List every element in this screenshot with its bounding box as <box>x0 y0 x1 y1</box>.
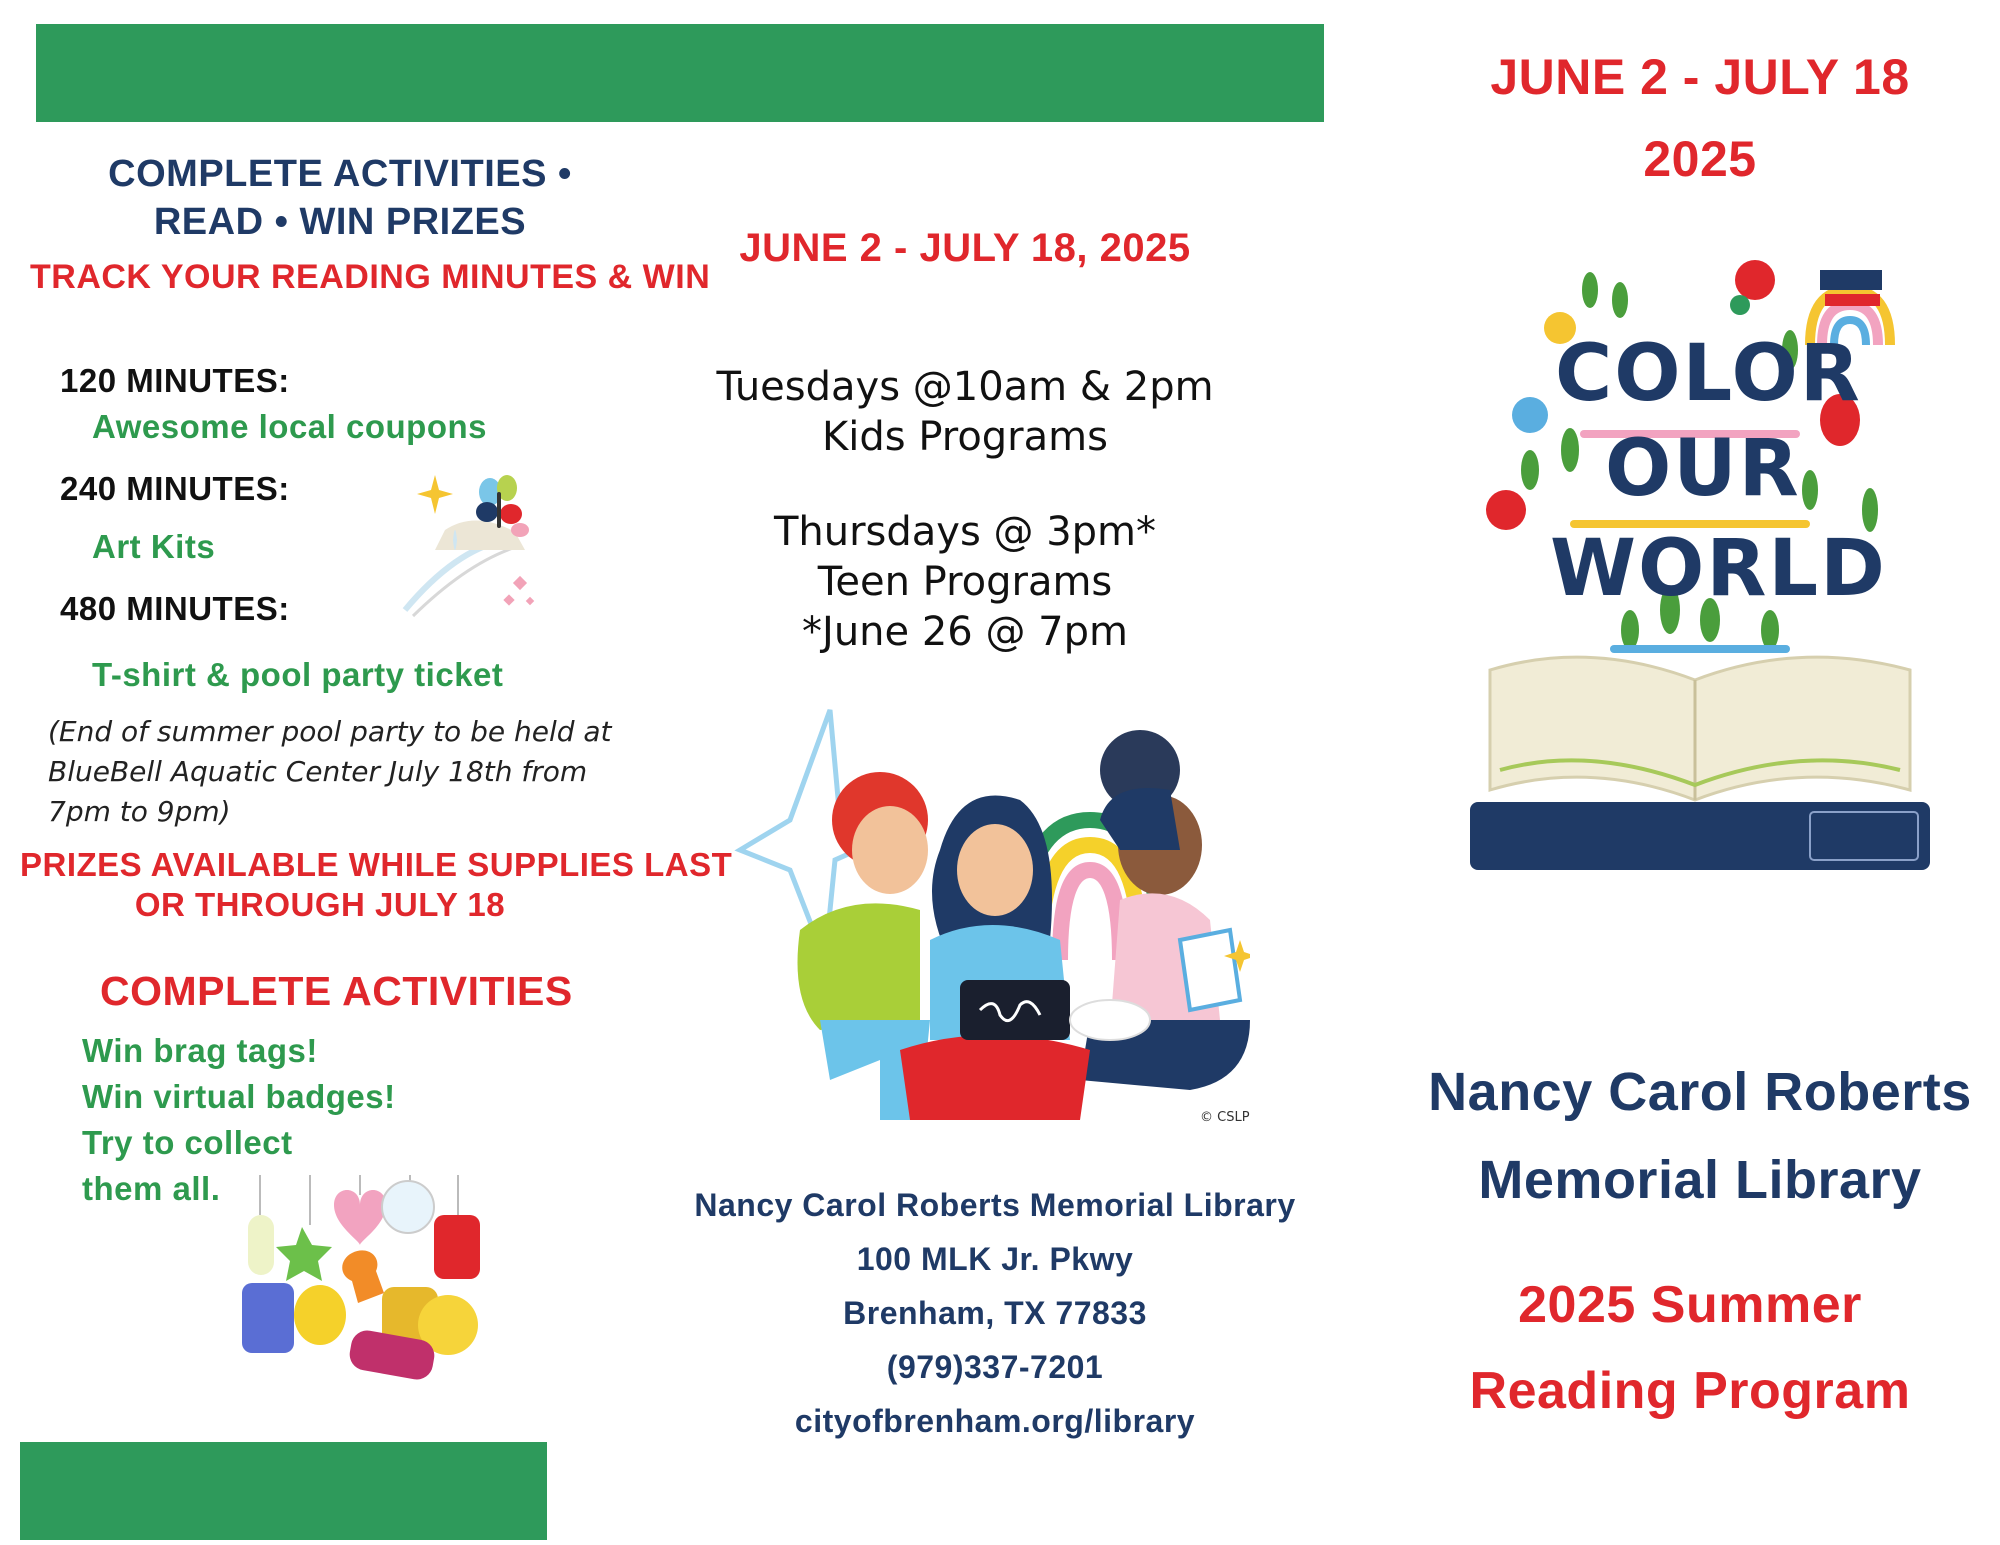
activity-try-collect: Try to collect <box>82 1124 293 1161</box>
prizes-available-notice <box>20 845 733 925</box>
track-reading-line: TRACK YOUR READING MINUTES & WIN <box>30 258 711 296</box>
activity-virtual-badges: Win virtual badges! <box>82 1078 396 1115</box>
complete-activities-heading: COMPLETE ACTIVITIES <box>100 968 573 1014</box>
schedule-line2: Kids Programs <box>822 414 1108 460</box>
logo-word-our: OUR <box>1605 424 1801 514</box>
left-heading-line1: COMPLETE ACTIVITIES • <box>108 153 572 195</box>
schedule-line1: Tuesdays @10am & 2pm <box>716 364 1214 410</box>
pool-note-line1: (End of summer pool party to be held at <box>48 715 612 748</box>
left-heading-line2: READ • WIN PRIZES <box>153 201 527 243</box>
schedule-line4: Teen Programs <box>817 559 1113 605</box>
right-date-year: 2025 <box>1643 131 1757 187</box>
activity-them-all: them all. <box>82 1170 221 1207</box>
address-city: Brenham, TX 77833 <box>843 1295 1147 1331</box>
right-date <box>1460 36 1940 200</box>
schedule-line3: Thursdays @ 3pm* <box>773 509 1157 555</box>
tier-120-prize: Awesome local coupons <box>92 408 487 445</box>
logo-word-world: WORLD <box>1550 524 1887 614</box>
right-library-name <box>1420 1048 1980 1224</box>
pool-note-line3: 7pm to 9pm) <box>48 795 231 828</box>
schedule-spacer <box>700 462 1230 507</box>
address-phone: (979)337-7201 <box>886 1349 1104 1385</box>
right-library-line2: Memorial Library <box>1478 1150 1922 1210</box>
bottom-green-bar <box>20 1442 547 1540</box>
library-address <box>690 1178 1300 1448</box>
right-program-name <box>1420 1262 1960 1434</box>
top-green-bar <box>36 24 1324 122</box>
prizes-available-line1: PRIZES AVAILABLE WHILE SUPPLIES LAST <box>20 846 733 883</box>
tier-480-label: 480 MINUTES: <box>60 590 290 627</box>
activity-brag-tags: Win brag tags! <box>82 1032 318 1069</box>
address-website[interactable]: cityofbrenham.org/library <box>794 1403 1196 1439</box>
kids-reading-illustration <box>730 700 1250 1140</box>
brag-tags-illustration <box>240 1175 490 1385</box>
pool-party-note <box>48 712 612 832</box>
address-library-name: Nancy Carol Roberts Memorial Library <box>694 1187 1296 1223</box>
logo-word-color: COLOR <box>1555 329 1862 419</box>
left-heading <box>80 150 600 246</box>
prizes-available-line2: OR THROUGH JULY 18 <box>134 886 506 923</box>
cslp-credit: © CSLP <box>1200 1110 1250 1125</box>
schedule-line5: *June 26 @ 7pm <box>802 609 1128 655</box>
tier-480-prize: T-shirt & pool party ticket <box>92 656 504 693</box>
tier-240-label: 240 MINUTES: <box>60 470 290 507</box>
right-library-line1: Nancy Carol Roberts <box>1428 1062 1972 1122</box>
color-our-world-logo <box>1470 250 1930 900</box>
right-date-line1: JUNE 2 - JULY 18 <box>1490 49 1910 105</box>
middle-date: JUNE 2 - JULY 18, 2025 <box>739 226 1191 270</box>
butterfly-sparkle-illustration <box>395 470 565 620</box>
program-schedule <box>700 362 1230 657</box>
right-program-line2: Reading Program <box>1469 1362 1911 1420</box>
right-program-line1: 2025 Summer <box>1518 1276 1862 1334</box>
tier-240-prize: Art Kits <box>92 528 216 565</box>
pool-note-line2: BlueBell Aquatic Center July 18th from <box>48 755 588 788</box>
address-street: 100 MLK Jr. Pkwy <box>856 1241 1134 1277</box>
tier-120-label: 120 MINUTES: <box>60 362 290 399</box>
